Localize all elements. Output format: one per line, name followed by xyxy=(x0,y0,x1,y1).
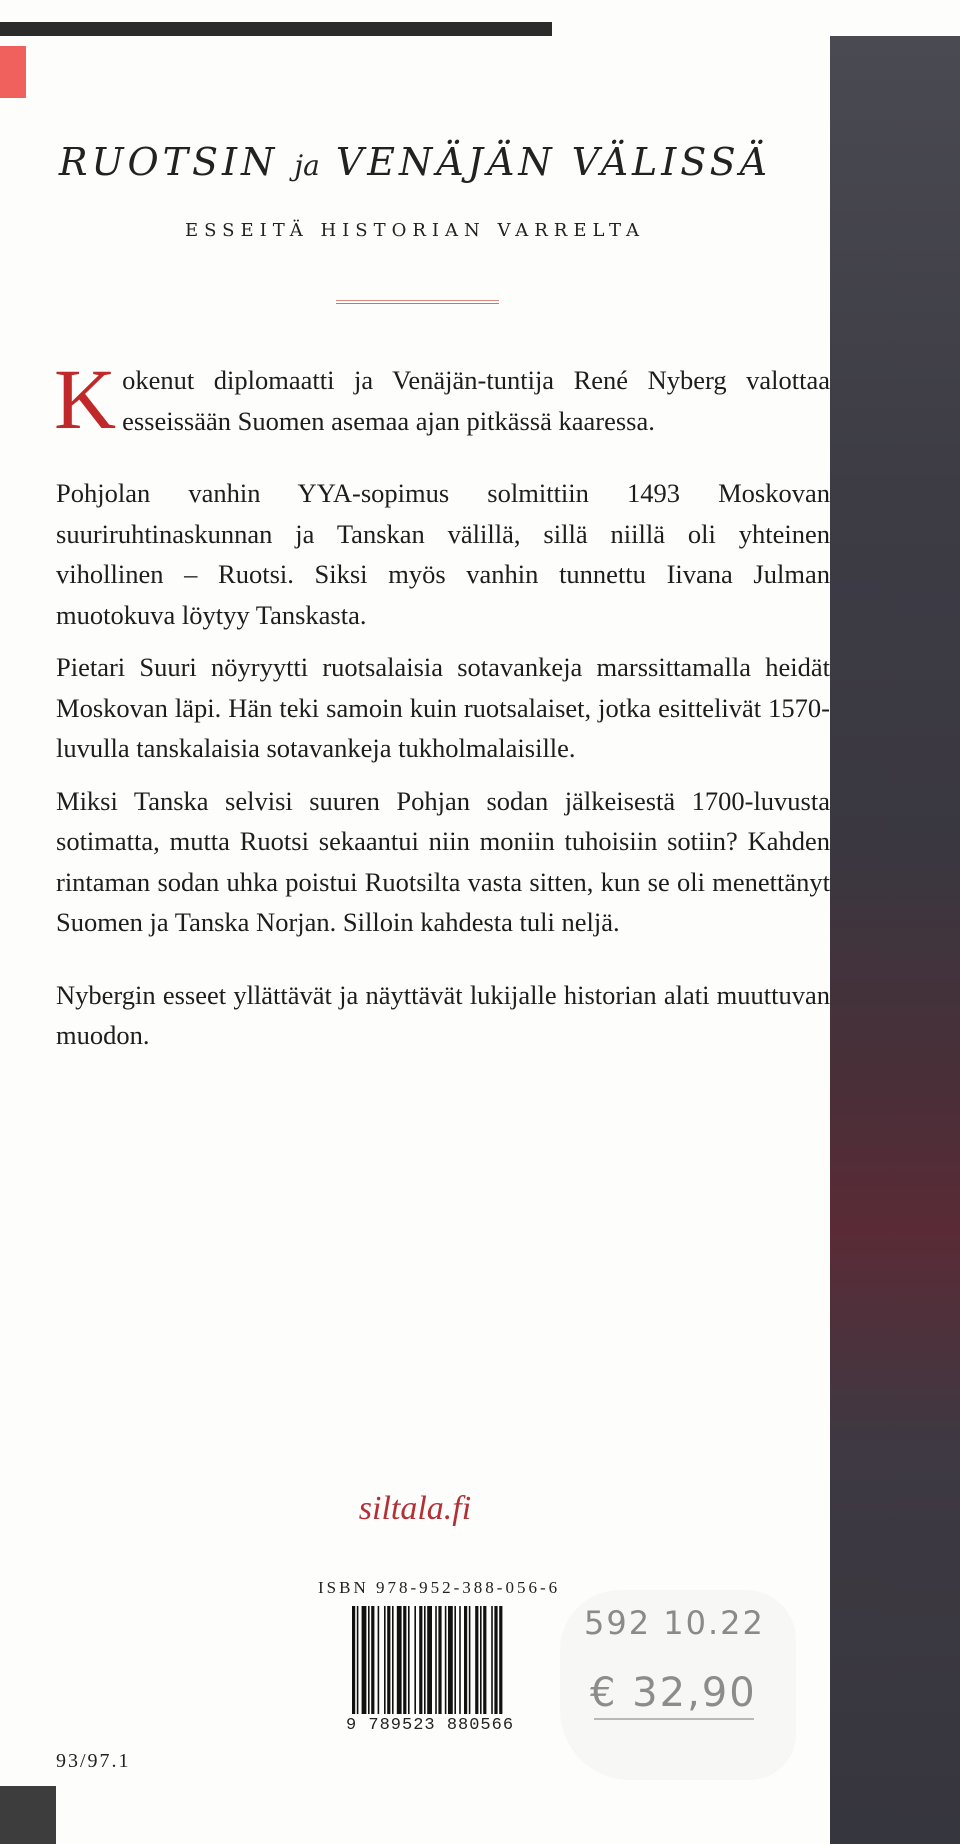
barcode-bar xyxy=(352,1606,355,1714)
top-edge-bar xyxy=(0,22,552,36)
barcode-bar xyxy=(384,1606,386,1714)
blurb-paragraph-3: Pietari Suuri nöyryytti ruotsalaisia sotavankeja marssittamalla heidät Moskovan läpi. Hän teki samoin kuin ruotsalaiset, jotka esittelivät 1570-luvulla tanskalaisia sotavankeja tukholmalaisille. xyxy=(56,652,830,763)
barcode-bar xyxy=(403,1606,406,1714)
barcode-bar xyxy=(419,1606,422,1714)
intro-text: okenut diplomaatti ja Venäjän-tuntija René Nyberg valottaa esseissään Suomen asemaa ajan pitkässä kaaressa. xyxy=(122,365,830,436)
red-edge-tab xyxy=(0,46,26,98)
barcode-bar xyxy=(499,1606,502,1714)
barcode-bar xyxy=(371,1606,374,1714)
sticker-code: 592 10.22 xyxy=(584,1604,765,1642)
barcode-bar xyxy=(378,1606,380,1714)
decorative-rule xyxy=(336,300,499,304)
barcode-bar xyxy=(392,1606,394,1714)
spine-edge xyxy=(830,36,960,1844)
barcode-bar xyxy=(408,1606,410,1714)
corner-shadow xyxy=(0,1786,56,1844)
barcode-bar xyxy=(464,1606,467,1714)
blurb-paragraph-4: Miksi Tanska selvisi suuren Pohjan sodan jälkeisestä 1700-luvusta sotimatta, mutta Ruotsi sekaantui niin moniin tuhoisiin sotiin? Kahden rintaman sodan uhka poistui Ruotsilta vasta sitten, kun se oli menettänyt Suomen ja Tanska Norjan. Silloin kahdesta tuli neljä. xyxy=(56,785,830,937)
title-part-1: RUOTSIN xyxy=(58,140,279,184)
barcode-bar xyxy=(448,1606,453,1714)
barcode-bar xyxy=(480,1606,482,1714)
blurb xyxy=(54,351,830,1056)
title-part-2: VENÄJÄN VÄLISSÄ xyxy=(335,140,772,184)
barcode-bar xyxy=(435,1606,437,1714)
barcode-bar xyxy=(362,1606,367,1714)
blurb-paragraph-5: Nybergin esseet yllättävät ja näyttävät lukijalle historian alati muuttuvan muodon. xyxy=(56,979,830,1050)
barcode-bar xyxy=(397,1606,402,1714)
barcode-bar xyxy=(368,1606,370,1714)
barcode-icon xyxy=(352,1606,542,1714)
book-subtitle: ESSEITÄ HISTORIAN VARRELTA xyxy=(184,220,646,241)
barcode-bar xyxy=(438,1606,441,1714)
barcode-bar xyxy=(459,1606,461,1714)
sticker-price: € 32,90 xyxy=(590,1670,757,1716)
barcode-bar xyxy=(454,1606,456,1714)
classification-code: 93/97.1 xyxy=(56,1750,131,1772)
barcode-bar xyxy=(424,1606,426,1714)
blurb-paragraph-2: Pohjolan vanhin YYA-sopimus solmittiin 1493 Moskovan suuriruhtinaskunnan ja Tanskan välillä, sillä niillä oli yhteinen vihollinen – Ruotsi. Siksi myös vanhin tunnettu Iivana Julman muotokuva löytyy Tanskasta. xyxy=(56,478,830,630)
barcode-bar xyxy=(445,1606,447,1714)
barcode-digits: 9 789523 880566 xyxy=(346,1716,515,1735)
blurb-intro xyxy=(54,351,830,447)
barcode-bar xyxy=(427,1606,432,1714)
barcode-bar xyxy=(491,1606,493,1714)
barcode-bar xyxy=(387,1606,390,1714)
barcode-bar xyxy=(483,1606,486,1714)
barcode-bar xyxy=(494,1606,497,1714)
title-connector: ja xyxy=(294,149,320,182)
publisher-url: siltala.fi xyxy=(358,1490,472,1527)
book-title xyxy=(0,140,830,184)
price-underline xyxy=(594,1718,754,1720)
barcode-bar xyxy=(357,1606,359,1714)
dropcap-letter: K xyxy=(54,351,117,447)
barcode-bar xyxy=(469,1606,471,1714)
barcode-bar xyxy=(414,1606,416,1714)
barcode-bar xyxy=(475,1606,478,1714)
isbn-label: ISBN 978-952-388-056-6 xyxy=(318,1578,561,1597)
